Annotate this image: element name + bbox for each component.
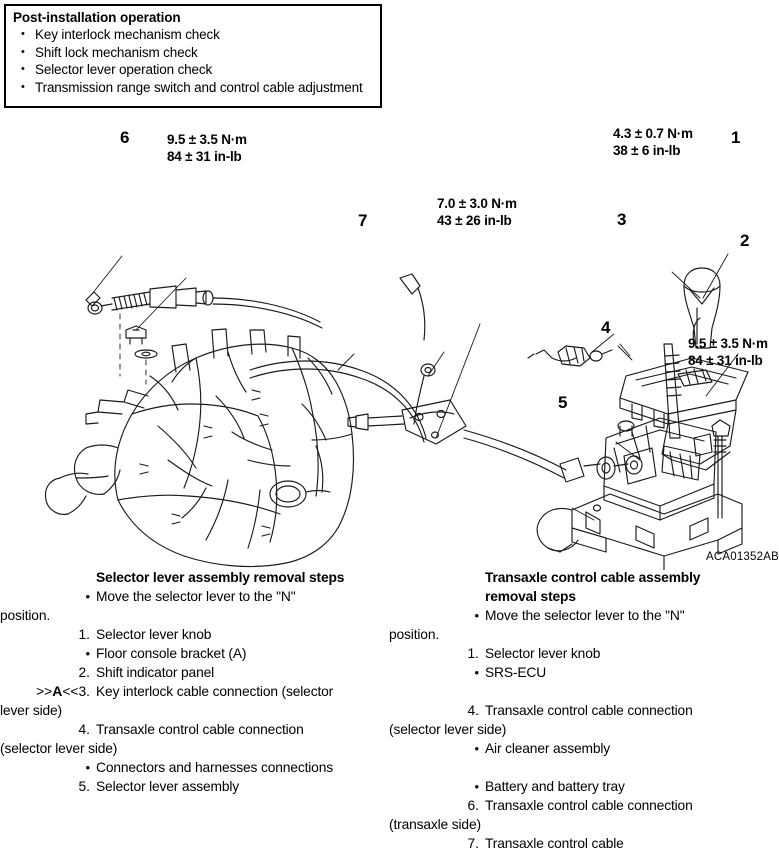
callout-number-5: 5 [558,393,568,412]
callout-number-3: 3 [617,210,627,229]
step-marker-prefix: >> [36,684,53,699]
step-label-line1: Selector lever assembly [96,779,240,794]
step-marker-number: 4. [467,703,479,718]
bullet-icon: • [474,665,479,680]
removal-steps-section [0,568,779,850]
note-box-list [13,26,374,96]
step-item [389,796,779,834]
step-item [389,834,779,853]
step-label [485,665,546,680]
torque-inlb: 38 ± 6 in-lb [613,142,681,158]
transaxle-housing [46,329,354,567]
selector-lever-knob [672,254,728,348]
step-item [0,663,390,682]
shift-indicator-panel [620,354,748,470]
note-box-item-label: Selector lever operation check [35,62,213,77]
step-item [0,644,390,663]
note-box-item [13,79,374,97]
bullet-icon: • [21,80,25,93]
torque-spec-top-right [613,126,693,159]
step-item [0,720,390,758]
callout-number-7: 7 [358,211,368,230]
step-spacer [389,682,779,701]
torque-nm: 7.0 ± 3.0 N·m [437,196,517,211]
post-installation-note-box [4,4,382,108]
step-label-line1: Key interlock cable connection (selector [96,684,334,699]
note-box-item-label: Key interlock mechanism check [35,27,220,42]
step-item [0,587,390,625]
step-label-line2: (selector lever side) [389,722,507,737]
step-marker-number: 1. [467,646,479,661]
callout-number-6: 6 [120,128,130,147]
step-label-line1: Battery and battery tray [485,779,625,794]
torque-nm: 9.5 ± 3.5 N·m [688,336,768,351]
selector-lever-removal-column [0,568,390,796]
callout-number-4: 4 [601,318,611,337]
callout-4-leader [618,344,632,360]
callout-number-2: 2 [740,231,750,250]
step-label [96,646,246,661]
torque-spec-top-left [167,132,247,165]
step-marker-number: 6. [467,798,479,813]
transaxle-control-cable [250,274,642,482]
exploded-diagram [0,108,779,570]
step-item [389,701,779,739]
step-label-line2: position. [389,627,440,642]
bullet-icon: • [474,741,479,756]
step-label-line2: lever side) [0,703,62,718]
note-box-item [13,26,374,44]
torque-nm: 9.5 ± 3.5 N·m [167,132,247,147]
step-marker-number: 1. [78,627,90,642]
step-item [389,663,779,682]
step-label-line1: Selector lever knob [485,646,601,661]
step-label-line1: Floor console bracket (A) [96,646,247,661]
step-label [96,665,214,680]
step-label-line1: Transaxle control cable connection [485,703,693,718]
step-label-line2: position. [0,608,51,623]
step-label-line1: Move the selector lever to the "N" [96,589,296,604]
key-interlock-cable [86,256,322,384]
step-label [96,627,211,642]
step-label-line1: Transaxle control cable [485,836,624,851]
step-item [389,606,779,644]
step-label [485,836,624,851]
step-label-line1: Shift indicator panel [96,665,215,680]
bullet-icon: • [85,646,90,661]
step-label-line1: Transaxle control cable connection [485,798,693,813]
bullet-icon: • [85,589,90,604]
note-box-item-label: Shift lock mechanism check [35,44,198,60]
note-box-item [13,44,374,62]
step-marker-letter: A [52,683,63,699]
step-item [0,625,390,644]
torque-inlb: 84 ± 31 in-lb [688,352,763,368]
step-label-line1: Selector lever knob [96,627,212,642]
step-item [0,758,390,777]
torque-nm: 4.3 ± 0.7 N·m [613,126,693,141]
step-label [485,646,600,661]
step-label-line1: SRS-ECU [485,665,547,680]
key-interlock-cable-short [528,334,614,366]
step-label-line1: Connectors and harnesses connections [96,760,333,775]
step-label [485,741,610,756]
diagram-linework [0,108,779,570]
step-marker-suffix: <<3. [62,684,90,699]
bullet-icon: • [474,608,479,623]
step-label [485,779,625,794]
bullet-icon: • [21,28,25,40]
step-label-line2: (transaxle side) [389,817,481,832]
step-marker-number: 7. [467,836,479,851]
step-item [389,739,779,758]
selector-lever-removal-title: Selector lever assembly removal steps [96,570,345,585]
step-marker-number: 4. [78,722,90,737]
bullet-icon: • [21,63,25,75]
callout-number-1: 1 [731,128,741,147]
step-marker-reference [0,682,90,701]
transaxle-cable-removal-title: Transaxle control cable assembly removal steps [485,570,701,604]
bullet-icon: • [474,779,479,794]
torque-spec-bottom-right [688,336,768,369]
selector-lever-removal-list [0,587,390,796]
step-label-line1: Air cleaner assembly [485,741,611,756]
transaxle-cable-removal-column [389,568,779,853]
torque-inlb: 84 ± 31 in-lb [167,148,242,164]
torque-inlb: 43 ± 26 in-lb [437,212,512,228]
step-marker-number: 5. [78,779,90,794]
step-item [0,682,390,720]
step-item [0,777,390,796]
bullet-icon: • [21,45,25,58]
transaxle-cable-removal-list [389,606,779,853]
step-marker-number: 2. [78,665,90,680]
step-spacer [389,758,779,777]
note-box-item [13,61,374,79]
step-item [389,777,779,796]
note-box-item-label: Transmission range switch and control cable adjustment [35,79,363,95]
step-label [96,760,333,775]
step-label-line1: Transaxle control cable connection [96,722,304,737]
torque-spec-center [437,196,517,229]
step-label-line2: (selector lever side) [0,741,118,756]
note-box-title: Post-installation operation [13,10,181,25]
bullet-icon: • [85,760,90,775]
drawing-reference-code: ACA01352AB [706,551,779,563]
step-label [96,779,239,794]
step-label-line1: Move the selector lever to the "N" [485,608,685,623]
step-item [389,644,779,663]
